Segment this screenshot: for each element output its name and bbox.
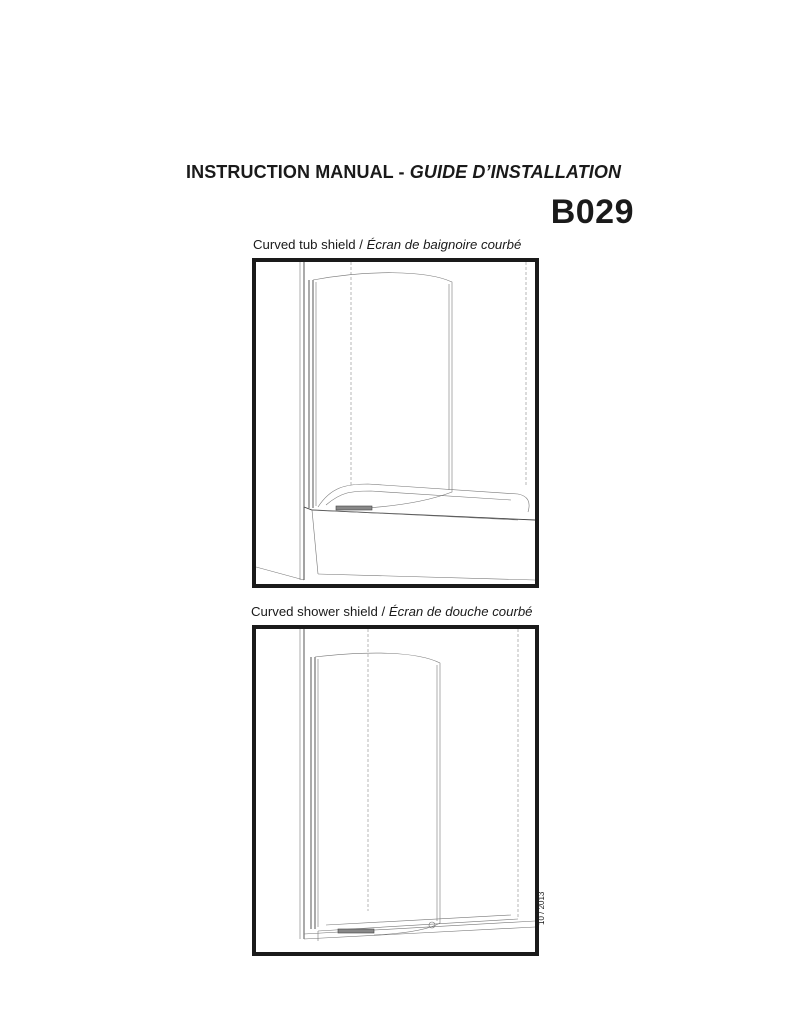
figure-caption-tub: [253, 237, 521, 252]
caption-tub-french: Écran de baignoire courbé: [366, 237, 522, 252]
title-english: INSTRUCTION MANUAL -: [186, 162, 410, 182]
figure-caption-shower: [251, 604, 533, 619]
tub-shield-illustration: [252, 258, 539, 588]
shower-shield-illustration: [252, 625, 539, 956]
caption-tub-english: Curved tub shield /: [253, 237, 367, 252]
title-french: GUIDE D’INSTALLATION: [409, 162, 622, 182]
model-number: B029: [550, 193, 634, 231]
caption-shower-french: Écran de douche courbé: [388, 604, 533, 619]
caption-shower-english: Curved shower shield /: [251, 604, 389, 619]
tub-shield-drawing: [256, 262, 535, 584]
revision-date: 10 / 2013: [537, 891, 546, 925]
document-title: [186, 162, 636, 183]
shower-shield-drawing: [256, 629, 535, 952]
